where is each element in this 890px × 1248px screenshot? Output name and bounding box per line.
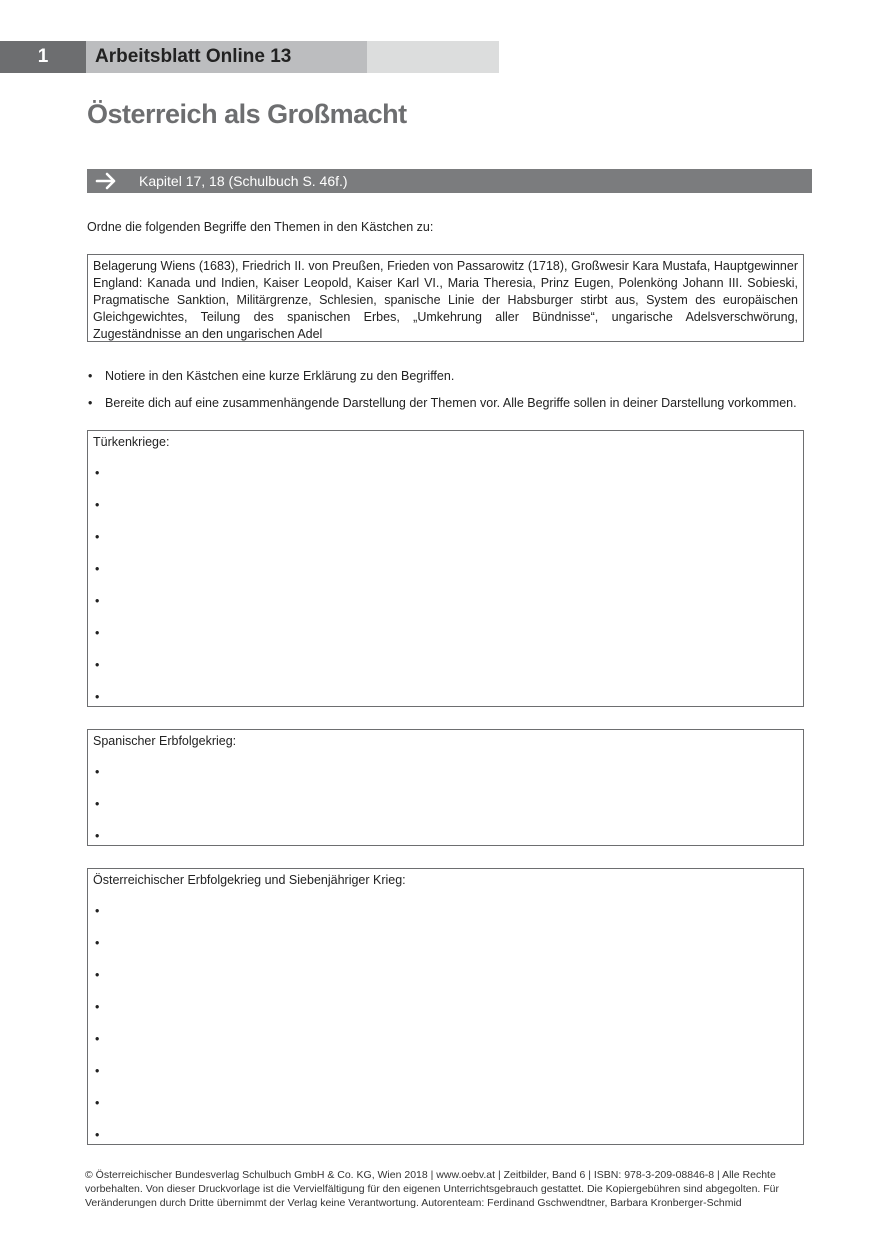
answer-bullet: • bbox=[95, 936, 100, 950]
answer-bullet: • bbox=[95, 765, 100, 779]
answer-box-oesterreichischer-erbfolgekrieg[interactable] bbox=[87, 868, 804, 1145]
page-title: Österreich als Großmacht bbox=[87, 99, 407, 129]
answer-bullet: • bbox=[95, 562, 100, 576]
answer-box-tuerkenkriege[interactable] bbox=[87, 430, 804, 707]
answer-bullet: • bbox=[95, 1128, 100, 1142]
answer-bullet: • bbox=[95, 1000, 100, 1014]
answer-bullet: • bbox=[95, 498, 100, 512]
answer-bullet: • bbox=[95, 594, 100, 608]
answer-bullet: • bbox=[95, 690, 100, 704]
answer-box-title: Türkenkriege: bbox=[93, 435, 170, 449]
answer-box-title: Spanischer Erbfolgekrieg: bbox=[93, 734, 237, 748]
answer-box-spanischer-erbfolgekrieg[interactable] bbox=[87, 729, 804, 846]
answer-bullet: • bbox=[95, 466, 100, 480]
worksheet-label: Arbeitsblatt Online 13 bbox=[86, 41, 367, 73]
answer-bullet: • bbox=[95, 797, 100, 811]
task-list bbox=[87, 368, 807, 422]
task-text: Notiere in den Kästchen eine kurze Erklärung zu den Begriffen. bbox=[105, 369, 455, 383]
worksheet-header bbox=[0, 41, 499, 73]
answer-bullet: • bbox=[95, 626, 100, 640]
answer-box-title: Österreichischer Erbfolgekrieg und Siebenjähriger Krieg: bbox=[93, 873, 406, 887]
answer-bullet: • bbox=[95, 530, 100, 544]
answer-bullet: • bbox=[95, 1032, 100, 1046]
answer-bullet: • bbox=[95, 904, 100, 918]
header-decoration bbox=[367, 41, 499, 73]
bullet: • bbox=[88, 369, 93, 383]
answer-bullet: • bbox=[95, 968, 100, 982]
answer-bullet: • bbox=[95, 1096, 100, 1110]
bullet: • bbox=[88, 396, 93, 410]
chapter-reference: Kapitel 17, 18 (Schulbuch S. 46f.) bbox=[139, 173, 348, 189]
copyright-footer: © Österreichischer Bundesverlag Schulbuch GmbH & Co. KG, Wien 2018 | www.oebv.at | Zeitbilder, Band 6 | ISBN: 978-3-209-08846-8 | Alle Rechte vorbehalten. Von dieser Druckvorlage ist die Vervielfältigung für den eigenen Unterrichtsgebrauch gestattet. Die Kopiergebühren sind abgegolten. Für Veränderungen durch Dritte übernimmt der Verlag keine Verantwortung. Autorenteam: Ferdinand Gschwendtner, Barbara Kronberger-Schmid bbox=[85, 1169, 780, 1209]
instruction-text: Ordne die folgenden Begriffe den Themen in den Kästchen zu: bbox=[87, 220, 434, 234]
task-item bbox=[87, 368, 807, 395]
arrow-right-icon bbox=[95, 171, 119, 191]
chapter-bar bbox=[87, 169, 812, 193]
answer-bullet: • bbox=[95, 1064, 100, 1078]
terms-box: Belagerung Wiens (1683), Friedrich II. von Preußen, Frieden von Passarowitz (1718), Großwesir Kara Mustafa, Hauptgewinner England: Kanada und Indien, Kaiser Leopold, Kaiser Karl VI., Maria Theresia, Prinz Eugen, Polenköng Johann III. Sobieski, Pragmatische Sanktion, Militärgrenze, Schlesien, spanische Linie der Habsburger stirbt aus, System des europäischen Gleichgewichtes, Teilung des spanischen Erbes, „Umkehrung aller Bündnisse“, ungarische Adelsverschwörung, Zugeständnisse an den ungarischen Adel bbox=[87, 254, 804, 342]
answer-bullet: • bbox=[95, 829, 100, 843]
answer-bullet: • bbox=[95, 658, 100, 672]
task-text: Bereite dich auf eine zusammenhängende Darstellung der Themen vor. Alle Begriffe sollen in deiner Darstellung vorkommen. bbox=[105, 396, 797, 410]
task-item bbox=[87, 395, 807, 422]
worksheet-number: 1 bbox=[0, 41, 86, 73]
